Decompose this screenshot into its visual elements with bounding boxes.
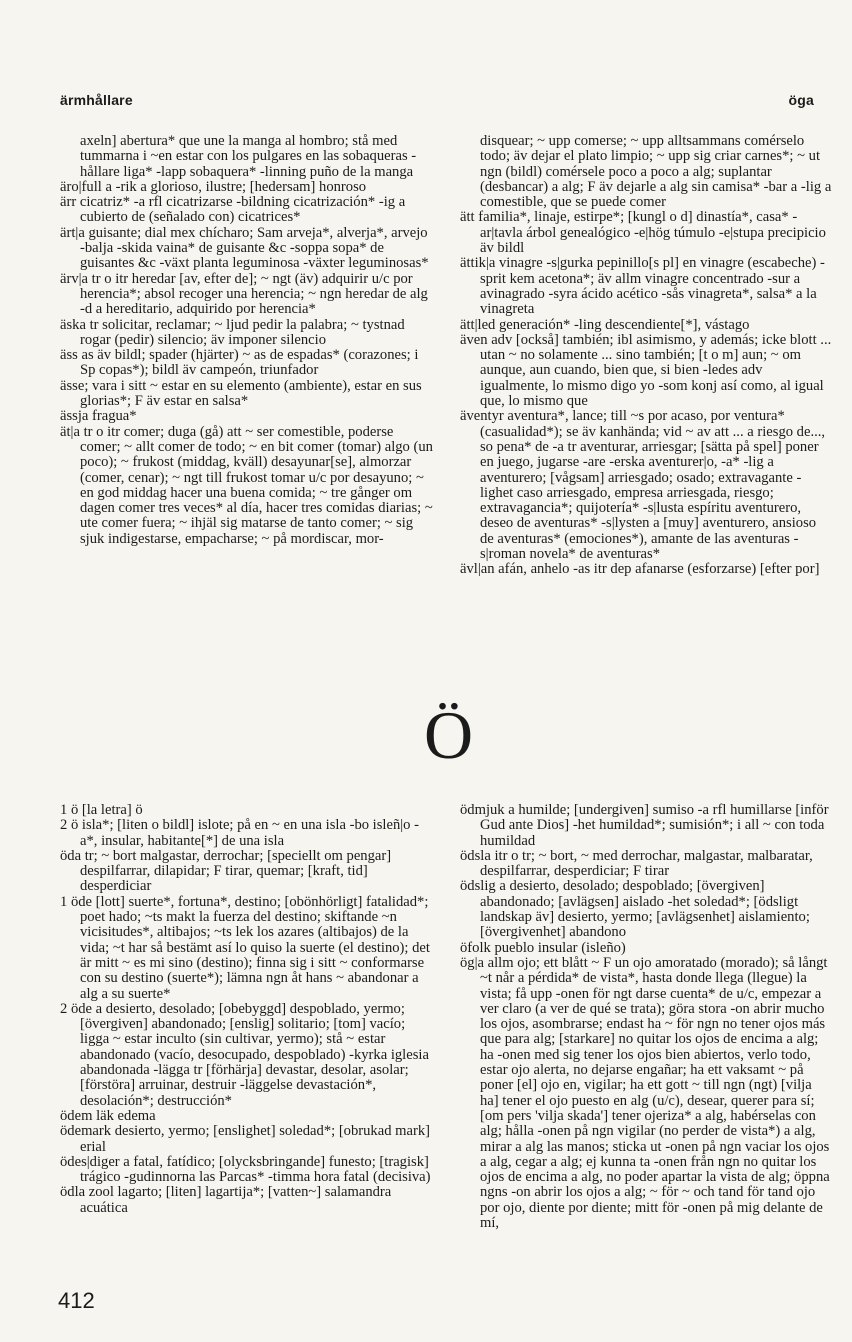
dictionary-entry: ödes|diger a fatal, fatídico; [olycksbringande] funesto; [tragisk] trágico -gudinnorna las Parcas* -timma hora fatal (decisiva) — [60, 1153, 431, 1186]
dictionary-entry: ättik|a vinagre -s|gurka pepinillo[s pl] en vinagre (escabeche) -sprit kem acetona*; äv allm vinagre concentrado -sur a avinagrado -syra ácido acético -sås vinagreta*, salsa* a la vinagreta — [460, 255, 825, 318]
dictionary-entry: äventyr aventura*, lance; till ~s por acaso, por ventura* (casualidad*); se äv kanhända; vid ~ av att ... a riesgo de..., so pena* de -a tr aventurar, arriesgar; [sätta på spel] poner en juego, jugarse -are -erska aventurer|o, -a* -lig a aventurero; [vågsam] arriesgado; osado; extravagante -lighet caso arriesgado, empresa arriesgada, riesgo; extravagancia*; quijotería* -s|lusta espíritu aventurero, deseo de aventuras* -s|lysten a [muy] aventurero, ansioso de aventuras* (emociones*), amante de las aventuras -s|roman novela* de aventuras* — [460, 408, 826, 563]
dictionary-entry: ödem läk edema — [60, 1107, 156, 1124]
dictionary-entry: äro|full a -rik a glorioso, ilustre; [hedersam] honroso — [60, 178, 367, 195]
dictionary-entry: 1 ö [la letra] ö — [60, 802, 143, 818]
dictionary-entry: äska tr solicitar, reclamar; ~ ljud pedir la palabra; ~ tystnad rogar (pedir) silencio; äv imponer silencio — [60, 316, 405, 348]
running-head-right: öga — [788, 92, 814, 108]
dictionary-entry: ärv|a tr o itr heredar [av, efter de]; ~ ngt (äv) adquirir u/c por herencia*; absol recoger una herencia; ~ ngn heredar de alg -d a hereditario, adquirido por herencia* — [60, 270, 428, 318]
column-bottom-left — [60, 803, 433, 1216]
column-top-left — [60, 134, 433, 547]
dictionary-entry: ödslig a desierto, desolado; despoblado; [övergiven] abandonado; [avlägsen] aislado -het soledad*; [ödsligt landskap äv] desierto, yermo; [avlägsenhet] aislamiento; [övergivenhet] abandono — [460, 878, 810, 941]
dictionary-entry: ödsla itr o tr; ~ bort, ~ med derrochar, malgastar, malbaratar, despilfarrar, desperdiciar; F tirar — [460, 847, 813, 880]
dictionary-entry: 2 öde a desierto, desolado; [obebyggd] despoblado, yermo; [övergiven] abandonado; [enslig] solitario; [tom] vacío; ligga ~ estar inculto (sin cultivar, yermo); stå ~ estar abandonado (vacío, desocupado, despoblado) -kyrka iglesia abandonada -lägga tr [förhärja] devastar, desolar, asolar; [förstöra] arruinar, destruir -läggelse devastación*, desolación*; destrucción* — [60, 1000, 429, 1109]
dictionary-entry: ätt|led generación* -ling descendiente[*], vástago — [460, 316, 750, 333]
dictionary-entry: ässja fragua* — [60, 408, 137, 425]
dictionary-entry: 2 ö isla*; [liten o bildl] islote; på en ~ en una isla -bo isleñ|o -a*, insular, habitante[*] de una isla — [60, 817, 419, 849]
dictionary-entry: även adv [också] también; ibl asimismo, y además; icke blott ... utan ~ no solamente ... sino también; [t o m] aun; ~ om aunque, aun cuando, bien que, si bien -ledes adv igualmente, lo mismo digo yo -som konj así como, al igual que, lo mismo que — [460, 331, 832, 410]
dictionary-entry: ödla zool lagarto; [liten] lagartija*; [vatten~] salamandra acuática — [60, 1184, 392, 1216]
dictionary-entry: äss as äv bildl; spader (hjärter) ~ as de espadas* (corazones; i Sp copas*); bildl äv campeón, triunfador — [60, 347, 419, 379]
dictionary-entry: ödemark desierto, yermo; [enslighet] soledad*; [obrukad mark] erial — [60, 1123, 430, 1155]
dictionary-entry: öfolk pueblo insular (isleño) — [460, 939, 626, 956]
column-bottom-right — [460, 803, 833, 1231]
dictionary-entry: ävl|an afán, anhelo -as itr dep afanarse (esforzarse) [efter por] — [460, 561, 820, 578]
dictionary-entry: axeln] abertura* que une la manga al hombro; stå med tummarna i ~en estar con los pulgares en las sobaqueras -hållare liga* -lapp sobaquera* -linning puño de la manga — [80, 133, 417, 180]
running-head-left: ärmhållare — [60, 92, 133, 108]
dictionary-entry: disquear; ~ upp comerse; ~ upp alltsammans comérselo todo; äv dejar el plato limpio; ~ upp sig criar carnes*; ~ ut ngn (bildl) comérsele poco a poco a alg; suplantar (desbancar) a alg; F äv dejarle a alg sin camisa* -bar a -lig a comestible, que se puede comer — [480, 133, 832, 211]
dictionary-entry: ät|a tr o itr comer; duga (gå) att ~ ser comestible, poderse comer; ~ allt comer de todo; ~ en bit comer (tomar) algo (un poco); ~ frukost (middag, kväll) desayunar[se], almorzar (comer, cenar); ~ ngt till frukost tomar u/c por desayuno; ~ en god middag hacer una buena comida; ~ tre gånger om dagen comer tres veces* al día, hacer tres comidas diarias; ~ ute comer fuera; ~ ihjäl sig matarse de tanto comer; ~ sig sjuk indigestarse, empacharse; ~ på mordiscar, mor- — [60, 423, 433, 547]
dictionary-entry: ässe; vara i sitt ~ estar en su elemento (ambiente), estar en sus glorias*; F äv estar en salsa* — [60, 377, 422, 410]
dictionary-entry: ärt|a guisante; dial mex chícharo; Sam arveja*, alverja*, arvejo -balja -skida vaina* de guisante &c -soppa sopa* de guisantes &c -växt planta leguminosa -växter leguminosas* — [60, 224, 429, 272]
page-number: 412 — [58, 1288, 95, 1313]
dictionary-entry: ätt familia*, linaje, estirpe*; [kungl o d] dinastía*, casa* -ar|tavla árbol genealógico -e|hög túmulo -e|stupa precipicio äv bildl — [460, 209, 826, 257]
dictionary-entry: 1 öde [lott] suerte*, fortuna*, destino; [obönhörligt] fatalidad*; poet hado; ~ts makt la fuerza del destino; skiftande ~n vicisitudes*, altibajos; ~ts lek los azares (altibajos) de la vida; ~t har så bestämt así lo quiso la suerte (el destino); det är mitt ~ es mi sino (destino); finna sig i sitt ~ conformarse con su destino (suerte*); lämna ngn åt hans ~ abandonar a alg a su suerte* — [60, 893, 430, 1002]
section-letter: Ö — [424, 697, 474, 773]
column-top-right — [460, 134, 833, 578]
dictionary-entry: ödmjuk a humilde; [undergiven] sumiso -a rfl humillarse [inför Gud ante Dios] -het humildad*; sumisión*; i all ~ con toda humildad — [460, 802, 829, 849]
dictionary-entry: ärr cicatriz* -a rfl cicatrizarse -bildning cicatrización* -ig a cubierto de (señalado con) cicatrices* — [60, 194, 406, 226]
dictionary-entry: ög|a allm ojo; ett blått ~ F un ojo amoratado (morado); så långt ~t når a pérdida* de vista*, hasta donde llega (llegue) la vista; få upp -onen för ngt darse cuenta* de u/c, empezar a ver claro (a ver de qué se trata); göra stora -on abrir mucho los ojos, asombrarse; endast ha ~ för ngn no tener ojos más que para alg; [starkare] no quitar los ojos de encima a alg; ha -onen med sig tener los ojos bien abiertos, verlo todo, estar ojo alerta, no dejarse engañar; ha ett vaksamt ~ på poner [el] ojo en, vigilar; ha ett gott ~ till ngn (ngt) [vilja ha] tener el ojo puesto en alg (u/c), desear, querer para sí; [om pers 'vilja skada'] tener ojeriza* a alg, habérselas con alg; hålla -onen på ngn vigilar (no perder de vista*) a alg, mirar a alg las manos; sticka ut -onen på ngn vaciar los ojos a alg, cegar a alg; ej kunna ta -onen från ngn no quitar los ojos de encima a alg, no poder apartar la vista de alg; öppna ngns -on abrir los ojos a alg; ~ för ~ och tand för tand ojo por ojo, diente por diente; mitt för -onen på mig delante de mí, — [460, 954, 830, 1232]
dictionary-entry: öda tr; ~ bort malgastar, derrochar; [speciellt om pengar] despilfarrar, dilapidar; F tirar, quemar; [kraft, tid] desperdiciar — [60, 847, 392, 895]
